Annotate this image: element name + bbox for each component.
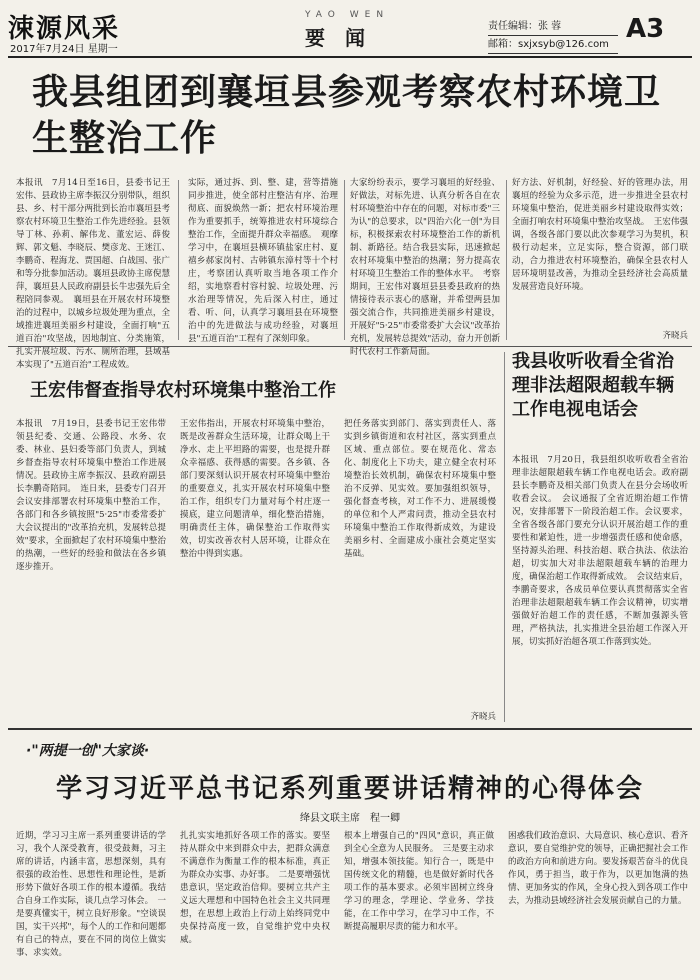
essay-column-3: 根本上增强自己的"四风"意识，真正做到全心全意为人民服务。 三是要主动求知，增强本领技能。知行合一，既是中国传统文化的精髓，也是做好新时代各项工作的基本要求。必须牢固树立终身学习的理念，学理论、学业务、学技能，在工作中学习，在学习中工作，不断提高履职尽责的能力和水平。 [344,831,494,932]
second-column-3: 把任务落实到部门、落实到责任人、落实到乡镇街道和农村社区，落实到重点区域、重点部位。要在规范化、常态化、制度化上下功夫，建立健全农村环境整治长效机制，确保农村环境集中整治不反弹、见实效。要加强组织领导，强化督查考核，对工作不力、进展缓慢的单位和个人严肃问责，推动全县农村环境集中整治工作取得新成效，为建设美丽乡村、全面建成小康社会奠定坚实基础。 [344,419,496,559]
editor-info [488,18,618,54]
essay-column-2: 扎扎实实地抓好各项工作的落实。要坚持从群众中来到群众中去，把群众满意不满意作为衡量工作的根本标准，真正为群众办实事、办好事。 二是要增强忧患意识，坚定政治信仰。要树立共产主义远大理想和中国特色社会主义共同理想，在思想上政治上行动上始终同党中央保持高度一致，自觉维护党中央权威。 [180,831,330,945]
right-body: 本报讯 7月20日，我县组织收听收看全省治理非法超限超载车辆工作电视电话会。政府副县长李鹏奇及相关部门负责人在县分会场收听收看会议。 会议通报了全省近期治超工作情况，安排部署下一阶段治超工作。会议要求，全省各级各部门要充分认识开展治超工作的重要性和紧迫性，进一步增强责任感和使命感，坚持源头治理、科技治超、联合执法、依法治超，切实加大对非法超限超载车辆的治理力度，确保治超工作取得新成效。 会议结束后，李鹏奇要求，各成员单位要认真贯彻落实全省治理非法超限超载车辆工作会议精神，切实增强做好治超工作的责任感，不断加强源头管理，严格执法，扎实推进全县治超工作深入开展，切实抓好治超各项工作落到实处。 [512,455,688,647]
editor-email: 邮箱：sxjxsyb@126.com [488,36,618,54]
lead-headline: 我县组团到襄垣县参观考察农村环境卫生整治工作 [32,72,662,159]
essay-byline: 绛县文联主席 程一卿 [300,813,400,824]
column-divider [506,180,507,340]
lead-column-3: 大家纷纷表示，要学习襄垣的好经验、好做法，对标先进、认真分析各自在农村环境整治中存在的问题，对标市委"三为认"的总要求，以"四治六化一创"为目标，积极探索农村环境整治工作的新机制、新路径。结合我县实际，迅速掀起农村环境集中整治的热潮；努力提高农村环境卫生整治工作的整体水平。 考察期间，王宏伟对襄垣县县委县政府的热情接待表示衷心的感谢，并希望两县加强交流合作，共同推进美丽乡村建设，开展好"5·25"市委常委扩大会议"改革抬充机，发展转总提效"活动，奋力开创新时代农村工作新局面。 [350,178,500,357]
section-divider [8,728,692,730]
lead-column-2: 实际，通过拆、到、整、建，营等措施同步推进，使全部村庄整洁有序、治理彻底、面貌焕然一新；把农村环境治理作为重要抓手，统筹推进农村环境综合整治工作，全面提升群众幸福感。 观摩学习中，在襄垣县横环镇盐家庄村、夏禧乡郝家岗村、古韩镇东漳村等十个村庄，考察团认真听取当地各项工作介绍，实地察看村容村貌、垃圾处理、污水治理等情况，先后深入村庄，通过看、听、问，认真学习襄垣县在环境整治中的先进做法与成功经验，对襄垣县"五道百治"工程有了深刻印象。 [188,178,338,344]
lead-author: 齐晓兵 [662,331,688,341]
section-name-en: YAO WEN [305,10,390,20]
essay-column-1: 近期，学习习主席一系列重要讲话的学习，我个人深受教育，很受鼓舞，习主席的讲话，内涵丰富，思想深刻，具有很强的政治性、思想性和理论性，是新形势下做好各项工作的根本遵循。我结合自身工作实际，谈几点学习体会。 一是要真懂实干，树立良好形象。"空谈误国，实干兴邦"，每个人的工作和问题都有自己的特点，要在不同的岗位上做实事、求实效。 [16,831,166,958]
essay-column-4: 困惑我们政治意识、大局意识、核心意识、看齐意识，要自觉维护党的领导，正确把握社会工作的政治方向和前进方向。要发扬艰苦奋斗的优良作风，勇于担当，敢于作为，以更加饱满的热情、更加务实的作风，全身心投入到各项工作中去，为推动县域经济社会发展贡献自己的力量。 [508,831,688,906]
essay-kicker: ·"两提一创"大家谈· [26,743,150,759]
lead-column-1: 本报讯 7月14日至16日，县委书记王宏伟、县政协主席李振汉分别带队，组织县、乡、村干部分两批到长治市襄垣县考察农村环境卫生整治工作先进经验。县领导丁林、孙莉、解伟龙、董宏运、薛俊辉、郭文魁、李晓辰、樊彦龙、王迷江、李鹏奇、程海龙、贾国超、白战国、张广和等分批参加活动。襄垣县政协主席倪慧萍，襄垣县人民政府副县长牛忠强先后全程陪同参观。 襄垣县在开展农村环境整治的过程中，以城乡垃圾处理为重点，全域推进襄垣美丽乡村建设，全面打响"五道百治"攻坚战，因地制宜、分类施策，扎实开展垃圾、污水、厕所治理，县域基本实现了"五道百治"工程成效。 [16,178,170,370]
page-number: A3 [626,14,665,44]
column-divider [344,180,345,340]
essay-title: 学习习近平总书记系列重要讲话精神的心得体会 [55,774,644,804]
lead-column-4: 好方法、好机制，好经验、好的管理办法，用襄垣的经验为众多示范，进一步推进全县农村环境集中整治，促进美丽乡村建设取得实效；全面打响农村环境集中整治攻坚战。 王宏伟强调，各级各部门要以此次参观学习为契机，积极行动起来，立足实际，整合资源，部门联动，合力推进农村环境整治，确保全县农村人居环境明显改善，为推动全县经济社会高质量发展营造良好环境。 [512,178,688,292]
section-name-cn: 要闻 [305,26,385,50]
right-headline: 我县收听收看全省治理非法超限超载车辆工作电视电话会 [512,351,674,420]
issue-date: 2017年7月24日 星期一 [10,44,118,55]
editor-name: 责任编辑：张 蓉 [488,18,618,36]
section-divider [8,346,692,347]
second-column-1: 本报讯 7月19日，县委书记王宏伟带领县纪委、交通、公路段、水务、农委、林业、县妇委等部门负责人，到城乡督查指导农村环境集中整治工作进展情况。县政协主席李振汉、县政府副县长李鹏奇陪同。 连日来，县委专门召开会议安排部署农村环境集中整治工作，各部门和各乡镇按照"5·25"市委常委扩大会议提出的"改革抬充机，发展转总提效"要求，全面掀起了农村环境集中整治的热潮，一些好的经验和做法在各乡镇逐步推开。 [16,419,166,572]
column-divider [178,180,179,340]
column-divider [504,352,505,722]
masthead-rule [8,56,692,58]
second-column-2: 王宏伟指出，开展农村环境集中整治，既是改善群众生活环境，让群众喝上干净水、走上平坦路的需要，也是提升群众幸福感、获得感的需要。各乡镇、各部门要深刻认识开展农村环境集中整治的重要意义，扎实开展农村环境集中整治工作，组织专门力量对每个村庄逐一摸底，建立问题清单，细化整治措施，明确责任主体，确保整治工作取得实效，切实改善农村人居环境，让群众在整治中得到实惠。 [180,419,330,559]
second-author: 齐晓兵 [470,712,496,722]
second-headline: 王宏伟督查指导农村环境集中整治工作 [30,380,336,401]
newspaper-logo: 涑源风采 [8,14,121,44]
